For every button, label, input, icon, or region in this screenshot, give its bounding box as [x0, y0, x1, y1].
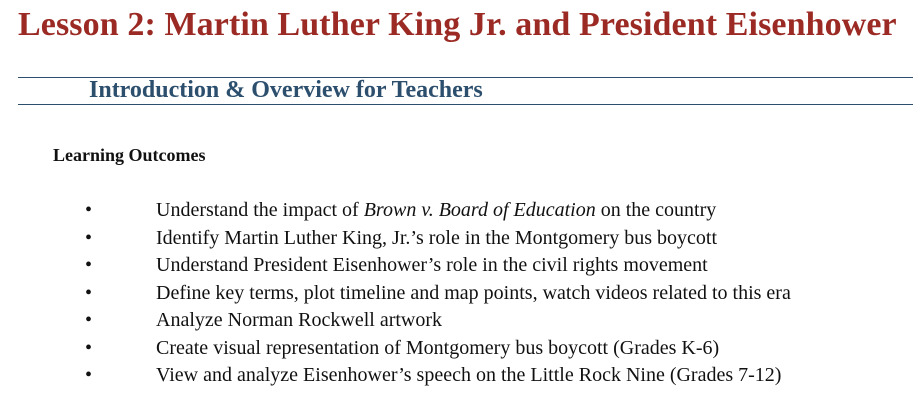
outcome-text: View and analyze Eisenhower’s speech on the Little Rock Nine (Grades 7-12): [156, 364, 782, 386]
outcome-text: Create visual representation of Montgomery bus boycott (Grades K-6): [156, 336, 720, 359]
learning-outcomes-heading: Learning Outcomes: [53, 145, 206, 165]
outcome-text: Understand President Eisenhower’s role in the civil rights movement: [156, 254, 708, 276]
lesson-title: Lesson 2: Martin Luther King Jr. and President Eisenhower: [18, 6, 897, 43]
outcome-text: [156, 197, 716, 225]
outcome-text-italic: Brown v. Board of Education: [363, 199, 596, 221]
bullet-icon: •: [85, 226, 93, 249]
outcome-text: Define key terms, plot timeline and map points, watch videos related to this era: [156, 281, 791, 304]
section-heading: Introduction & Overview for Teachers: [89, 77, 483, 103]
outcome-text-plain-end: on the country: [595, 199, 717, 221]
outcome-text: Identify Martin Luther King, Jr.’s role in the Montgomery bus boycott: [156, 226, 718, 249]
bullet-icon: •: [85, 281, 93, 304]
section-rule-bottom: [18, 104, 913, 105]
outcome-text: Analyze Norman Rockwell artwork: [156, 309, 443, 331]
bullet-icon: •: [85, 309, 93, 331]
bullet-icon: •: [85, 336, 93, 359]
bullet-icon: •: [85, 364, 93, 386]
bullet-icon: •: [85, 254, 93, 276]
outcome-text-plain: Understand the impact of: [156, 199, 364, 221]
bullet-icon: •: [85, 199, 93, 221]
